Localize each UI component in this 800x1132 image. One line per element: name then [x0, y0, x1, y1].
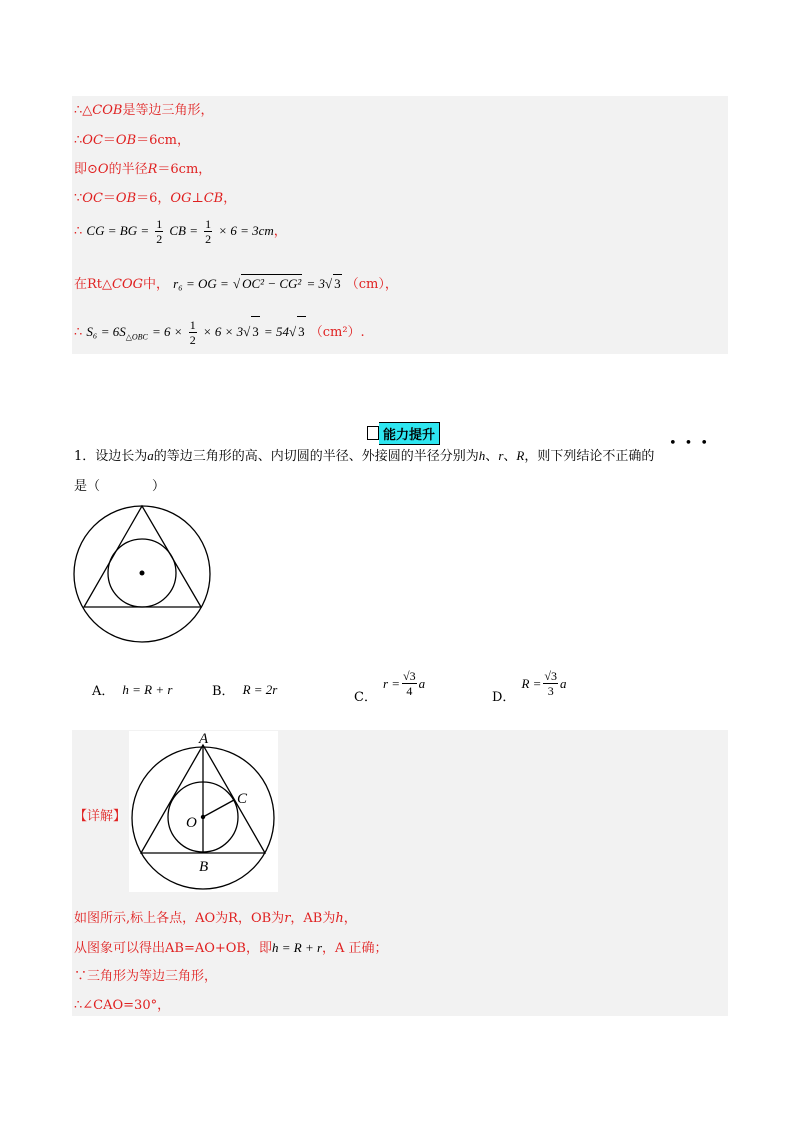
- solution-figure: [129, 731, 278, 892]
- line-cob-equilateral: ∴△COB是等边三角形，: [74, 103, 214, 118]
- radius-oc: [203, 800, 234, 817]
- fraction-half: $\frac{1}{2}$: [205, 217, 212, 246]
- equilateral-triangle: [84, 506, 201, 607]
- line-oc-ob-6cm: ∴OC＝OB＝6cm，: [74, 133, 191, 148]
- fraction-sqrt3-over-4: $\frac{√3}{4}$: [403, 669, 416, 698]
- question-line1: 1．设边长为a的等边三角形的高、内切圆的半径、外接圆的半径分别为h、r、R，则下列结论不正确的: [74, 448, 655, 464]
- label-o: O: [186, 815, 197, 831]
- line-radius-r: 即⊙O的半径R＝6cm，: [74, 162, 212, 177]
- fraction-half: $\frac{1}{2}$: [156, 217, 163, 246]
- point-o: [201, 815, 205, 819]
- label-c: C: [237, 791, 248, 807]
- label-a: A: [199, 731, 209, 747]
- title-square-icon: [367, 426, 379, 440]
- line-r6-og: 在Rt△COG中， r₆ = OG = √ OC² − CG² = 3√ 3 （cm），: [74, 276, 398, 292]
- line-cg-bg: ∴ CG = BG = $\frac{1}{2}$ CB = $\frac{1}{2}$ × 6 = 3cm，: [74, 217, 287, 246]
- solution-line2: 从图象可以得出AB=AO+OB，即h = R + r，A 正确；: [74, 940, 388, 956]
- label-b: B: [199, 859, 209, 875]
- option-b[interactable]: B． R = 2r: [212, 681, 278, 699]
- fraction-half: $\frac{1}{2}$: [189, 318, 196, 347]
- option-d[interactable]: D． R = $\frac{√3}{3}$ a: [492, 669, 567, 705]
- line-s6-area: ∴ $S_6 = 6S_{\triangle OBC} = 6$ × $\frac{1}{2}$ × 6 × 3√ 3 = 54√ 3 （cm²）.: [74, 318, 365, 347]
- solution-line3: ∵三角形为等边三角形，: [74, 969, 218, 984]
- center-point: [140, 571, 145, 576]
- section-title: 能力提升: [367, 423, 440, 443]
- question-figure: [70, 503, 215, 646]
- emphasis-dots: •••: [669, 436, 717, 451]
- question-line2: 是（ ）: [74, 479, 166, 494]
- solution-line4: ∴∠CAO=30°，: [74, 998, 171, 1013]
- line-og-perp-cb: ∵OC＝OB＝6，OG⊥CB，: [74, 191, 237, 206]
- fraction-sqrt3-over-3: $\frac{√3}{3}$: [544, 669, 557, 698]
- solution-label: 【详解】: [74, 809, 127, 824]
- solution-line1: 如图所示,标上各点，AO为R，OB为r，AB为h，: [74, 911, 357, 926]
- option-c[interactable]: C． r = $\frac{√3}{4}$ a: [354, 669, 426, 705]
- option-a[interactable]: A． h = R + r: [92, 681, 173, 699]
